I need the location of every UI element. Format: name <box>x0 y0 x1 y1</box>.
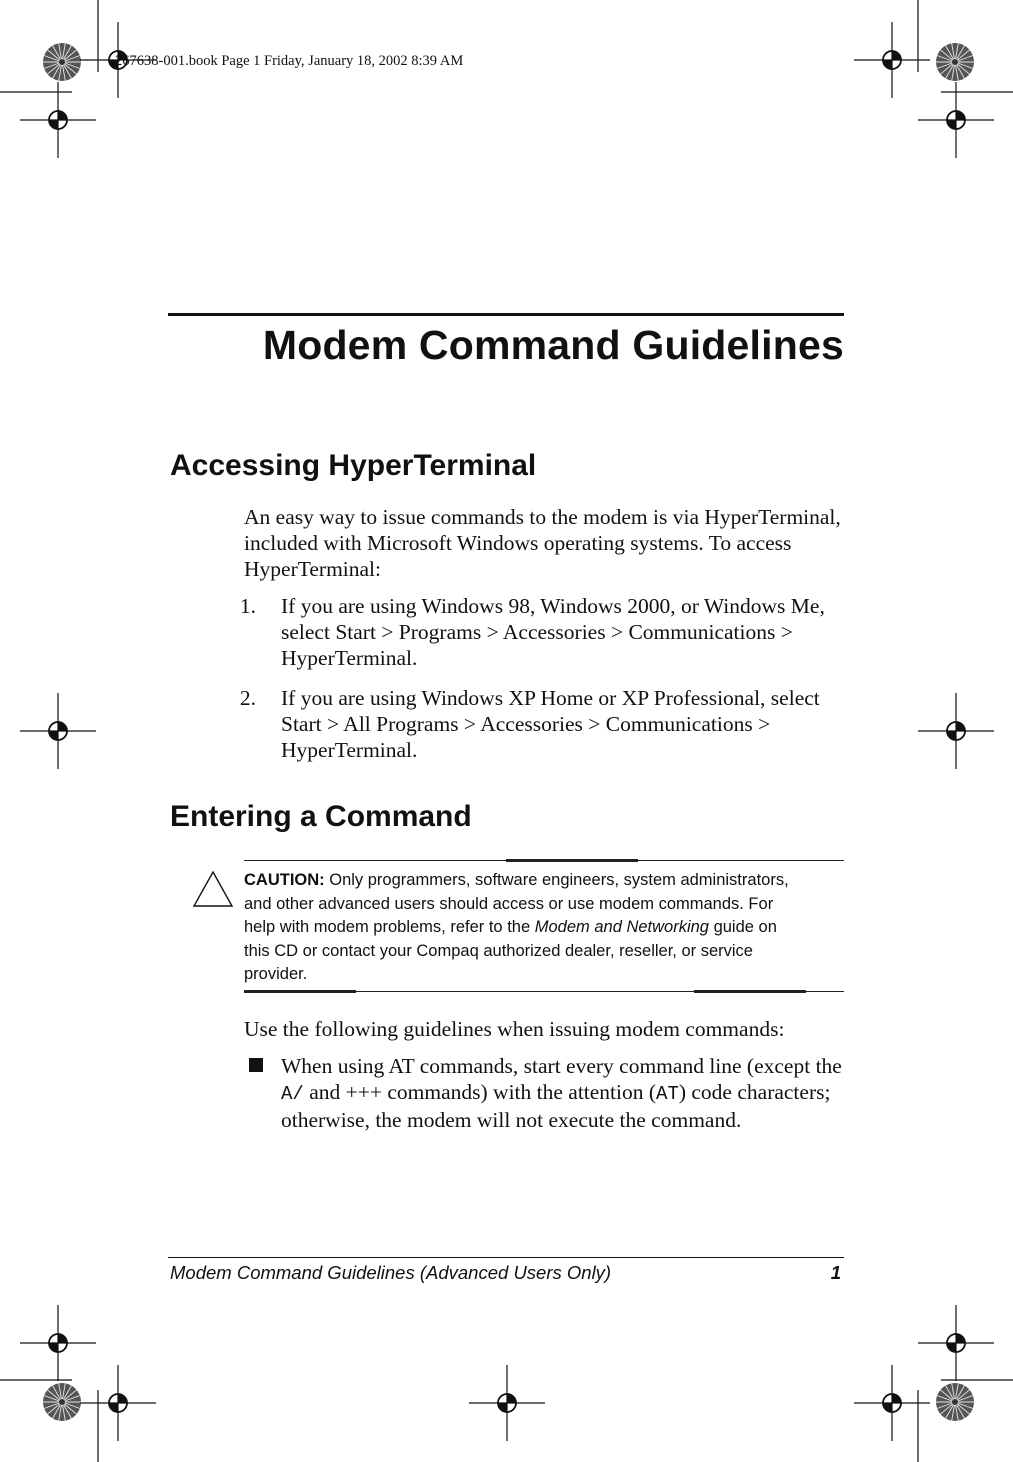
caution-box <box>244 869 804 987</box>
caution-triangle-icon <box>192 870 234 908</box>
square-bullet-icon <box>249 1058 263 1072</box>
guideline-bullet <box>281 1053 846 1133</box>
caution-text-part1: Only programmers, software engineers, system administrators, and other advanced users should access or use modem commands. For help with modem problems, refer to the <box>244 871 789 936</box>
caution-bottom-rule <box>244 991 844 992</box>
step-text: If you are using Windows 98, Windows 2000, or Windows Me, select Start > Programs > Accessories > Communications > HyperTerminal. <box>281 594 825 670</box>
caution-text-part2: guide on this CD or contact your Compaq authorized dealer, reseller, or service provider. <box>244 918 777 983</box>
step-number: 2. <box>239 686 256 710</box>
bullet-text-part2: and +++ commands) with the attention ( <box>309 1080 657 1104</box>
bullet-text-part1: When using AT commands, start every command line (except the <box>281 1054 842 1078</box>
footer-title: Modem Command Guidelines (Advanced Users Only) <box>170 1262 612 1283</box>
print-header: 267638-001.book Page 1 Friday, January 18, 2002 8:39 AM <box>115 53 464 69</box>
intro-paragraph: An easy way to issue commands to the modem is via HyperTerminal, included with Microsoft Windows operating systems. To access HyperTerminal: <box>244 505 841 581</box>
caution-top-rule <box>244 860 844 861</box>
title-rule <box>168 313 844 316</box>
bullet-text-part3: ) code characters; otherwise, the modem will not execute the command. <box>281 1080 831 1132</box>
footer-rule <box>168 1257 844 1258</box>
page-number: 1 <box>830 1262 841 1283</box>
guidelines-intro: Use the following guidelines when issuing modem commands: <box>244 1017 785 1041</box>
chapter-title: Modem Command Guidelines <box>262 322 844 368</box>
code-a-slash: A/ <box>281 1083 304 1105</box>
code-at: AT <box>656 1083 679 1105</box>
section-heading-entering-a-command: Entering a Command <box>170 800 472 833</box>
caution-label: CAUTION: <box>244 871 325 889</box>
step-text: If you are using Windows XP Home or XP Professional, select Start > All Programs > Accessories > Communications > HyperTerminal. <box>281 686 820 762</box>
step-number: 1. <box>239 594 256 618</box>
guide-title: Modem and Networking <box>534 918 709 936</box>
section-heading-accessing-hyperterminal: Accessing HyperTerminal <box>170 449 537 482</box>
